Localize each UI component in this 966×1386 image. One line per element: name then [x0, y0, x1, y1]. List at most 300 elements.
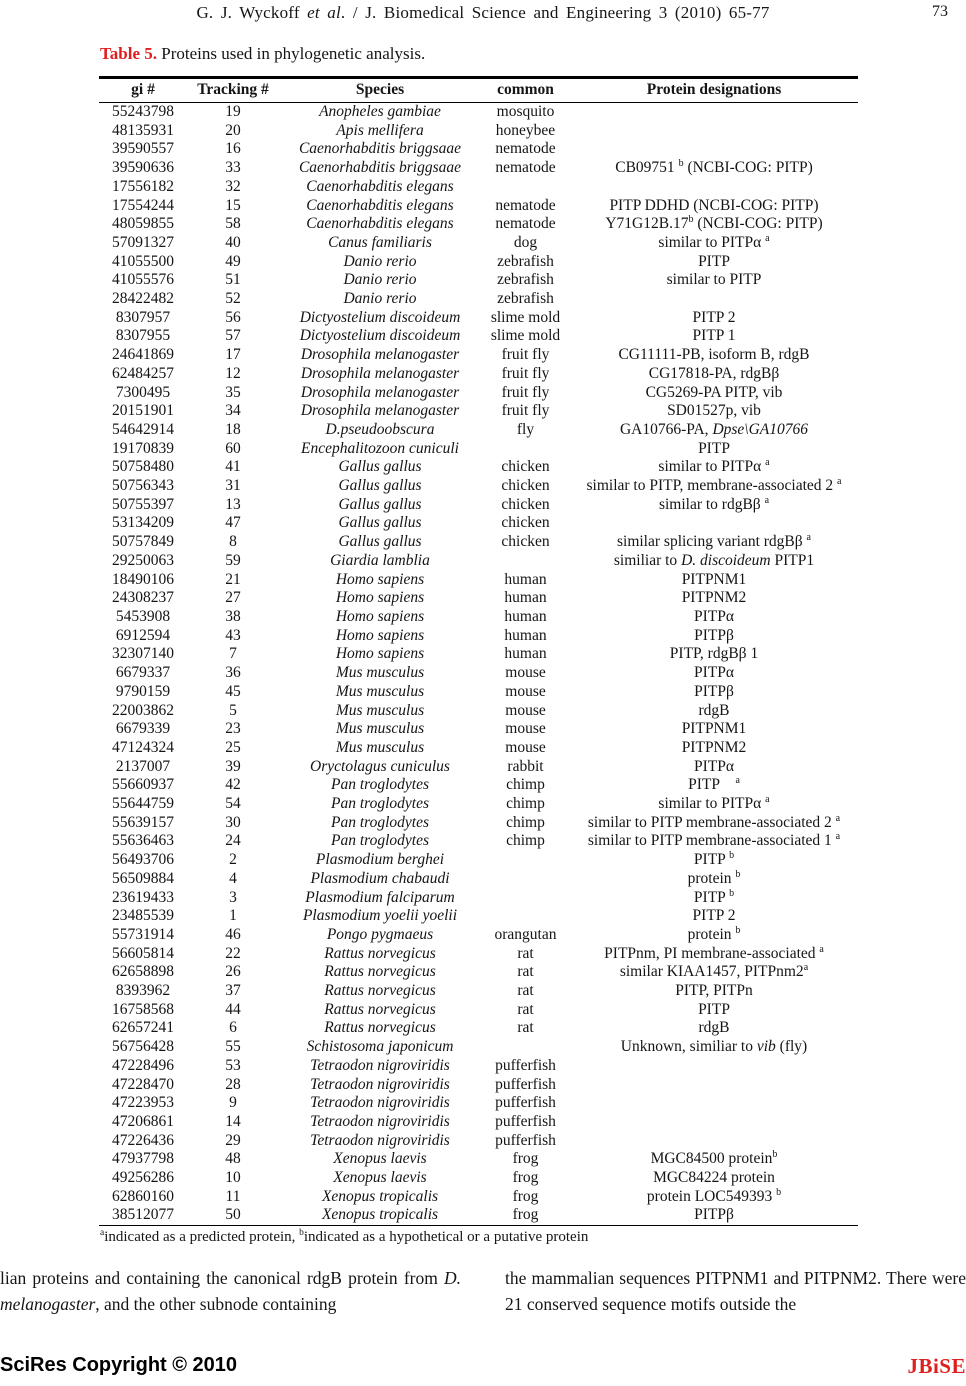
cell-gi: 7300495 [115, 383, 171, 401]
cell-common: nematode [495, 215, 556, 233]
cell-species: Xenopus laevis [333, 1169, 427, 1187]
cell-tracking: 2 [229, 851, 237, 869]
table-row [99, 870, 858, 889]
cell-species: Xenopus tropicalis [321, 1187, 439, 1205]
cell-designation: similar to PITP membrane-associated 1 $^a$ [587, 831, 841, 850]
table-row [99, 159, 858, 178]
cell-species: Rattus norvegicus [324, 982, 436, 1000]
cell-gi: 39590636 [112, 159, 174, 177]
cell-species: Homo sapiens [335, 570, 425, 588]
cell-designation: PITPnm, PI membrane-associated $^a$ [604, 943, 824, 962]
table-row [99, 645, 858, 664]
cell-species: Tetraodon nigroviridis [310, 1094, 450, 1112]
cell-tracking: 21 [225, 570, 241, 588]
cell-common: fruit fly [501, 346, 550, 364]
table-row [99, 851, 858, 870]
cell-tracking: 36 [225, 664, 241, 682]
running-head-et-al: et al [307, 3, 341, 22]
cell-designation: CG11111-PB, isoform B, rdgB [618, 346, 810, 364]
proteins-table [99, 76, 858, 1226]
cell-designation: PITP [698, 439, 730, 457]
cell-species: Homo sapiens [335, 626, 425, 644]
cell-tracking: 24 [225, 832, 241, 850]
cell-gi: 56509884 [112, 869, 174, 887]
table-row [99, 1132, 858, 1151]
table-row [99, 103, 858, 122]
cell-tracking: 13 [225, 495, 241, 513]
cell-species: Homo sapiens [335, 607, 425, 625]
cell-species: Mus musculus [335, 738, 425, 756]
cell-tracking: 15 [225, 196, 241, 214]
table-row [99, 197, 858, 216]
cell-species: Caenorhabditis elegans [306, 177, 454, 195]
cell-designation: CG5269-PA PITP, vib [645, 383, 783, 401]
cell-common: rat [517, 944, 534, 962]
cell-gi: 55731914 [112, 925, 174, 943]
footnote-marker: b [729, 849, 735, 861]
cell-gi: 17554244 [112, 196, 174, 214]
cell-gi: 47937798 [112, 1150, 174, 1168]
cell-common: chicken [501, 458, 550, 476]
cell-tracking: 52 [225, 290, 241, 308]
table-row [99, 776, 858, 795]
cell-designation: similar to rdgBβ $^a$ [658, 494, 770, 513]
cell-gi: 41055576 [112, 271, 174, 289]
cell-common: mouse [505, 720, 546, 738]
cell-species: Xenopus laevis [333, 1150, 427, 1168]
cell-species: Pongo pygmaeus [326, 925, 434, 943]
cell-tracking: 41 [225, 458, 241, 476]
table-row [99, 402, 858, 421]
table-row [99, 440, 858, 459]
cell-gi: 47228496 [112, 1056, 174, 1074]
cell-designation: PITPα [694, 757, 734, 775]
cell-tracking: 14 [225, 1112, 241, 1130]
table-row [99, 1188, 858, 1207]
cell-tracking: 17 [225, 346, 241, 364]
cell-tracking: 33 [225, 159, 241, 177]
footnote-marker: a [837, 475, 842, 487]
cell-common: slime mold [490, 327, 561, 345]
footnote-marker: b [735, 924, 741, 936]
cell-designation [570, 140, 858, 159]
footnote-marker: a [835, 831, 841, 843]
footnote-marker: b [688, 214, 694, 226]
cell-tracking: 47 [225, 514, 241, 532]
cell-gi: 47226436 [112, 1131, 174, 1149]
cell-common: chimp [506, 776, 545, 794]
cell-common: mouse [505, 682, 546, 700]
footnote-marker: a [803, 962, 809, 974]
cell-gi: 22003862 [112, 701, 174, 719]
cell-designation [570, 103, 858, 122]
table-row [99, 234, 858, 253]
cell-gi: 62657241 [112, 1019, 174, 1037]
cell-species: Plasmodium chabaudi [310, 869, 450, 887]
cell-common: frog [512, 1169, 539, 1187]
cell-tracking: 7 [229, 645, 237, 663]
cell-designation: PITPα [694, 607, 734, 625]
cell-species: Caenorhabditis briggsaae [298, 140, 462, 158]
cell-species: Giardia lamblia [330, 551, 430, 569]
cell-gi: 48135931 [112, 121, 174, 139]
cell-species: Rattus norvegicus [324, 1000, 436, 1018]
cell-tracking: 25 [225, 738, 241, 756]
running-head-post: . / J. Biomedical Science and Engineering 3 (2010) 65-77 [340, 3, 770, 22]
table-row [99, 702, 858, 721]
cell-tracking: 42 [225, 776, 241, 794]
cell-tracking: 48 [225, 1150, 241, 1168]
table-row [99, 1150, 858, 1169]
cell-designation: CB09751 $^b$ (NCBI-COG: PITP) [615, 157, 813, 177]
cell-species: Encephalitozoon cuniculi [301, 439, 459, 457]
footnote-marker: a [765, 793, 770, 805]
table-row [99, 945, 858, 964]
cell-designation: similar to PITPα $^a$ [658, 793, 770, 813]
col-header-common: common [481, 78, 570, 103]
table-row [99, 889, 858, 908]
cell-designation: MGC84224 protein [653, 1169, 775, 1187]
cell-species: Anopheles gambiae [319, 103, 441, 120]
table-row [99, 365, 858, 384]
col-header-gi: gi # [99, 78, 187, 103]
cell-gi: 50758480 [112, 458, 174, 476]
footnote-marker: a [765, 457, 770, 469]
table-row [99, 552, 858, 571]
footer-journal-logo: JBiSE [907, 1354, 966, 1378]
cell-tracking: 57 [225, 327, 241, 345]
cell-designation: PITP $^b$ [693, 849, 735, 869]
cell-tracking: 56 [225, 308, 241, 326]
cell-tracking: 5 [229, 701, 237, 719]
cell-designation [570, 290, 858, 309]
cell-species: Danio rerio [343, 252, 417, 270]
cell-species: Danio rerio [343, 290, 417, 308]
cell-species: Caenorhabditis elegans [306, 215, 454, 233]
cell-designation [570, 178, 858, 197]
footnote-marker: a [819, 943, 824, 955]
cell-gi: 47206861 [112, 1112, 174, 1130]
cell-tracking: 9 [229, 1094, 237, 1112]
cell-common: honeybee [495, 121, 556, 139]
cell-gi: 39590557 [112, 140, 174, 158]
cell-gi: 54642914 [112, 420, 174, 438]
cell-tracking: 3 [229, 888, 237, 906]
table-row [99, 458, 858, 477]
cell-gi: 56493706 [112, 851, 174, 869]
table-row [99, 215, 858, 234]
cell-common [481, 1038, 570, 1057]
table-row [99, 140, 858, 159]
cell-species: Dictyostelium discoideum [299, 308, 461, 326]
table-row [99, 1057, 858, 1076]
cell-common: dog [513, 233, 538, 251]
cell-designation: PITPNM2 [681, 589, 747, 607]
cell-designation: protein $^b$ [687, 868, 741, 887]
running-head-pre: G. J. Wyckoff [196, 3, 308, 22]
cell-species: Gallus gallus [338, 477, 422, 495]
table-row [99, 1094, 858, 1113]
cell-gi: 41055500 [112, 252, 174, 270]
cell-tracking: 27 [225, 589, 241, 607]
cell-tracking: 8 [229, 533, 237, 551]
footnote-marker: b [735, 868, 741, 880]
cell-gi: 24308237 [112, 589, 174, 607]
cell-common: mouse [505, 738, 546, 756]
cell-gi: 6912594 [115, 626, 171, 644]
cell-gi: 28422482 [112, 290, 174, 308]
table-row [99, 1169, 858, 1188]
page-number: 73 [932, 3, 948, 20]
col-header-tracking: Tracking # [187, 78, 279, 103]
cell-designation: GA10766-PA, Dpse\GA10766 [619, 420, 809, 438]
cell-common: mouse [505, 664, 546, 682]
cell-designation: PITP, PITPn [675, 982, 753, 1000]
cell-species: Plasmodium yoelii yoelii [302, 907, 458, 925]
cell-species: Gallus gallus [338, 514, 422, 532]
cell-common: human [504, 645, 547, 663]
cell-species: Gallus gallus [338, 458, 422, 476]
cell-common: fruit fly [501, 402, 550, 420]
cell-gi: 8393962 [115, 982, 171, 1000]
cell-common [481, 851, 570, 870]
running-head [0, 3, 966, 23]
table-row [99, 1019, 858, 1038]
cell-tracking: 40 [225, 233, 241, 251]
cell-common [481, 907, 570, 926]
cell-common: fruit fly [501, 364, 550, 382]
cell-species: Tetraodon nigroviridis [310, 1112, 450, 1130]
cell-common: rat [517, 982, 534, 1000]
cell-species: Caenorhabditis elegans [306, 196, 454, 214]
cell-species: Drosophila melanogaster [300, 346, 460, 364]
cell-species: Pan troglodytes [330, 776, 429, 794]
cell-tracking: 53 [225, 1056, 241, 1074]
table-caption-label: Table 5. [100, 44, 158, 63]
cell-gi: 38512077 [112, 1206, 174, 1224]
cell-common: orangutan [494, 925, 557, 943]
cell-tracking: 46 [225, 925, 241, 943]
cell-tracking: 43 [225, 626, 241, 644]
cell-designation: similar to PITP [666, 271, 762, 289]
table-row [99, 608, 858, 627]
cell-designation: PITP $^a$ [688, 775, 740, 794]
cell-common: pufferfish [495, 1112, 556, 1130]
cell-gi: 56605814 [112, 944, 174, 962]
cell-species: Schistosoma japonicum [306, 1038, 454, 1056]
cell-designation [570, 1132, 858, 1151]
cell-gi: 49256286 [112, 1169, 174, 1187]
table-row [99, 832, 858, 851]
cell-designation: similar splicing variant rdgBβ $^a$ [616, 532, 811, 551]
table-row [99, 963, 858, 982]
table-caption-text: Proteins used in phylogenetic analysis. [157, 44, 426, 63]
cell-gi: 23485539 [112, 907, 174, 925]
cell-species: Mus musculus [335, 664, 425, 682]
cell-tracking: 23 [225, 720, 241, 738]
footnote-marker: a [764, 494, 770, 506]
cell-gi: 55644759 [112, 795, 174, 813]
cell-tracking: 16 [225, 140, 241, 158]
cell-species: Rattus norvegicus [324, 963, 436, 981]
footnote-marker: a [100, 1228, 105, 1238]
cell-common: frog [512, 1206, 539, 1224]
cell-gi: 20151901 [112, 402, 174, 420]
cell-common: pufferfish [495, 1056, 556, 1074]
cell-tracking: 58 [225, 215, 241, 233]
cell-tracking: 29 [225, 1131, 241, 1149]
cell-designation [570, 1076, 858, 1095]
col-header-designations: Protein designations [570, 78, 858, 103]
cell-gi: 17556182 [112, 177, 174, 195]
cell-common: pufferfish [495, 1094, 556, 1112]
cell-gi: 8307957 [115, 308, 171, 326]
cell-tracking: 34 [225, 402, 241, 420]
cell-gi: 55660937 [112, 776, 174, 794]
cell-designation: similar KIAA1457, PITPnm2$^a$ [619, 962, 809, 981]
italic-text: D. melanogaster [0, 1268, 461, 1314]
cell-gi: 50756343 [112, 477, 174, 495]
cell-gi: 19170839 [112, 439, 174, 457]
cell-common: slime mold [490, 308, 561, 326]
cell-common: nematode [495, 196, 556, 214]
table-caption [100, 44, 425, 64]
cell-designation [570, 122, 858, 141]
cell-designation: PITPβ [694, 1206, 734, 1224]
cell-common: zebrafish [497, 271, 554, 289]
cell-species: Apis mellifera [336, 121, 424, 139]
table-row [99, 795, 858, 814]
table-row [99, 496, 858, 515]
table-row [99, 421, 858, 440]
cell-common [481, 178, 570, 197]
table-row [99, 907, 858, 926]
cell-common: chimp [506, 832, 545, 850]
cell-designation: PITPβ [694, 682, 734, 700]
cell-species: Plasmodium falciparum [305, 888, 455, 906]
cell-species: Mus musculus [335, 701, 425, 719]
cell-species: Drosophila melanogaster [300, 402, 460, 420]
cell-gi: 62484257 [112, 364, 174, 382]
cell-common: zebrafish [497, 252, 554, 270]
cell-common: chicken [501, 477, 550, 495]
table-row [99, 683, 858, 702]
footnote-marker: a [735, 775, 740, 787]
table-row [99, 1001, 858, 1020]
cell-gi: 47124324 [112, 738, 174, 756]
cell-species: Pan troglodytes [330, 832, 429, 850]
cell-species: Homo sapiens [335, 645, 425, 663]
table-row [99, 739, 858, 758]
cell-common: rat [517, 963, 534, 981]
cell-species: Homo sapiens [335, 589, 425, 607]
cell-common [481, 440, 570, 459]
cell-designation: similar to PITP membrane-associated 2 $^a$ [587, 812, 841, 831]
table-row [99, 926, 858, 945]
cell-common: zebrafish [497, 290, 554, 308]
cell-species: Rattus norvegicus [324, 944, 436, 962]
table-header-row [99, 78, 858, 103]
cell-gi: 5453908 [115, 607, 171, 625]
footnote-marker: b [678, 157, 684, 169]
table-row [99, 571, 858, 590]
cell-common: nematode [495, 140, 556, 158]
table-row [99, 1113, 858, 1132]
cell-designation: PITP 2 [692, 907, 736, 925]
cell-common: chicken [501, 495, 550, 513]
cell-gi: 6679339 [115, 720, 171, 738]
cell-tracking: 22 [225, 944, 241, 962]
italic-text: Dpse\GA10766 [712, 420, 809, 438]
cell-designation: SD01527p, vib [667, 402, 761, 420]
cell-common: rabbit [507, 757, 544, 775]
cell-tracking: 59 [225, 551, 241, 569]
cell-gi: 29250063 [112, 551, 174, 569]
footnote-marker: a [765, 232, 770, 244]
table-row [99, 346, 858, 365]
cell-designation: similar to PITP, membrane-associated 2 $^a$ [586, 475, 842, 495]
cell-gi: 6679337 [115, 664, 171, 682]
cell-tracking: 18 [225, 420, 241, 438]
body-text-right: the mammalian sequences PITPNM1 and PITPNM2. There were 21 conserved sequence motifs outside the [505, 1268, 966, 1314]
cell-tracking: 44 [225, 1000, 241, 1018]
cell-designation: PITP [698, 1000, 730, 1018]
cell-tracking: 60 [225, 439, 241, 457]
table-row [99, 720, 858, 739]
cell-tracking: 45 [225, 682, 241, 700]
table-row [99, 271, 858, 290]
cell-designation: PITPNM1 [681, 570, 747, 588]
cell-gi: 32307140 [112, 645, 174, 663]
cell-species: Pan troglodytes [330, 795, 429, 813]
cell-common: chimp [506, 813, 545, 831]
cell-common: human [504, 570, 547, 588]
footnote-marker: b [729, 887, 735, 899]
cell-designation: PITP 2 [692, 308, 736, 326]
cell-tracking: 50 [225, 1206, 241, 1224]
cell-designation: PITPα [694, 664, 734, 682]
cell-species: Xenopus tropicalis [321, 1206, 439, 1224]
table-row [99, 327, 858, 346]
cell-tracking: 12 [225, 364, 241, 382]
cell-common [481, 552, 570, 571]
cell-species: Mus musculus [335, 720, 425, 738]
cell-common: fruit fly [501, 383, 550, 401]
cell-gi: 56756428 [112, 1038, 174, 1056]
cell-gi: 2137007 [115, 757, 171, 775]
cell-species: Tetraodon nigroviridis [310, 1056, 450, 1074]
cell-common: rat [517, 1000, 534, 1018]
cell-tracking: 4 [229, 869, 237, 887]
cell-species: D.pseudoobscura [325, 420, 435, 438]
cell-designation [570, 1057, 858, 1076]
cell-species: Plasmodium berghei [315, 851, 445, 869]
table-row [99, 664, 858, 683]
cell-designation: Y71G12B.17$^b$ (NCBI-COG: PITP) [605, 214, 823, 233]
cell-species: Rattus norvegicus [324, 1019, 436, 1037]
cell-species: Oryctolagus cuniculus [310, 757, 450, 775]
cell-designation: Unknown, similiar to vib (fly) [620, 1038, 808, 1056]
cell-tracking: 38 [225, 607, 241, 625]
italic-text: D. discoideum [681, 551, 771, 569]
cell-tracking: 11 [225, 1187, 241, 1205]
table-row [99, 1206, 858, 1225]
cell-gi: 62860160 [112, 1187, 174, 1205]
cell-designation: rdgB [698, 701, 730, 719]
cell-designation: PITP $^b$ [693, 887, 735, 906]
cell-common: mosquito [496, 103, 555, 120]
cell-species: Gallus gallus [338, 495, 422, 513]
